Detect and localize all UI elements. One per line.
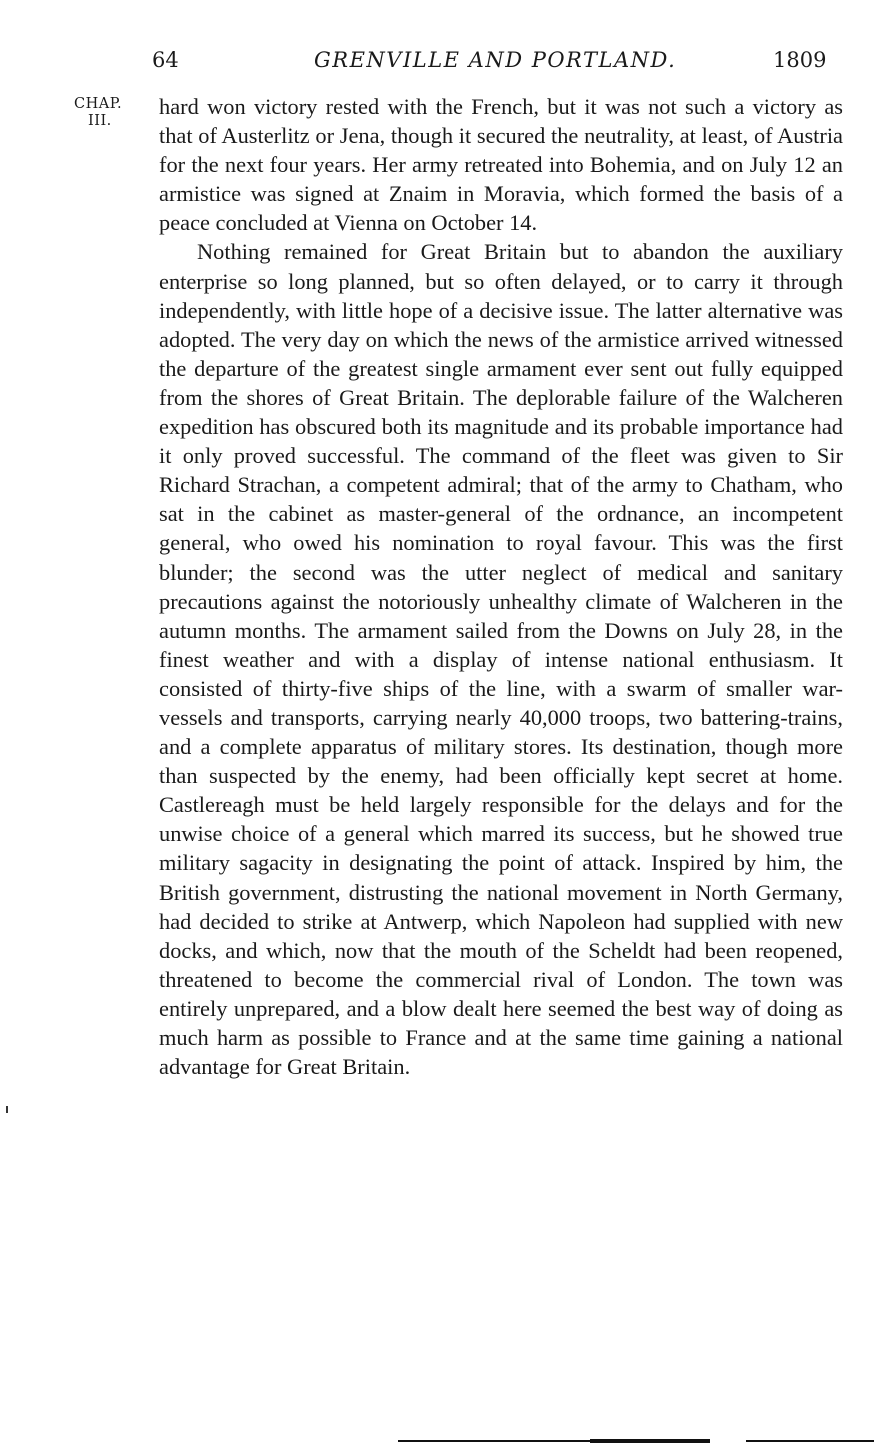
paragraph-walcheren-expedition: Nothing remained for Great Britain but to abandon the auxiliary enterprise so long planned, but so often delayed, or to carry it through independently, with little hope of a decisive issue. The latter alternative was adopted. The very day on which the news of the armistice arrived witnessed the departure of the greatest single armament ever sent out fully equipped from the shores of Great Britain. The deplorable failure of the Walcheren expedition has obscured both its magnitude and its probable importance had it only proved successful. The command of the fleet was given to Sir Richard Strachan, a competent admiral; that of the army to Chatham, who sat in the cabinet as master-general of the ordnance, an incompetent general, who owed his nomination to royal favour. This was the first blunder; the second was the utter neglect of medical and sanitary precautions against the notoriously unhealthy climate of Walcheren in the autumn months. The armament sailed from the Downs on July 28, in the finest weather and with a display of intense national enthusiasm. It consisted of thirty-five ships of the line, with a swarm of smaller war-vessels and transports, carrying nearly 40,000 troops, two battering-trains, and a complete apparatus of military stores. Its destination, though more than suspected by the enemy, had been officially kept secret at home. Castlereagh must be held largely responsible for the delays and for the unwise choice of a general which marred its success, but he showed true military sagacity in designating the point of attack. Inspired by him, the British government, distrusting the national movement in North Germany, had decided to strike at Antwerp, which Napoleon had supplied with new docks, and which, now that the mouth of the Scheldt had been reopened, threatened to become the commercial rival of London. The town was entirely unprepared, and a blow dealt here seemed the best way of doing as much harm as possible to France and at the same time gaining a national advantage for Great Britain. [159,239,843,1080]
running-header [0,48,891,78]
footer-rule-right [746,1440,874,1442]
page-number: 64 [152,48,179,72]
body-text [159,92,843,1081]
header-year: 1809 [773,48,827,72]
margin-speck [6,1106,8,1113]
chapter-marginal-label [74,96,144,130]
chapter-label-word: CHAP. [74,96,123,112]
paragraph-continued: hard won victory rested with the French, but it was not such a victory as that of Austerlitz or Jena, though it secured the neutrality, at least, of Austria for the next four years. Her army retreated into Bohemia, and on July 12 an armistice was signed at Znaim in Moravia, which formed the basis of a peace concluded at Vienna on October 14. [159,94,843,236]
footer-rule-thick-segment [590,1439,710,1443]
running-title: GRENVILLE AND PORTLAND. [314,48,677,72]
chapter-label-number: III. [88,113,112,129]
